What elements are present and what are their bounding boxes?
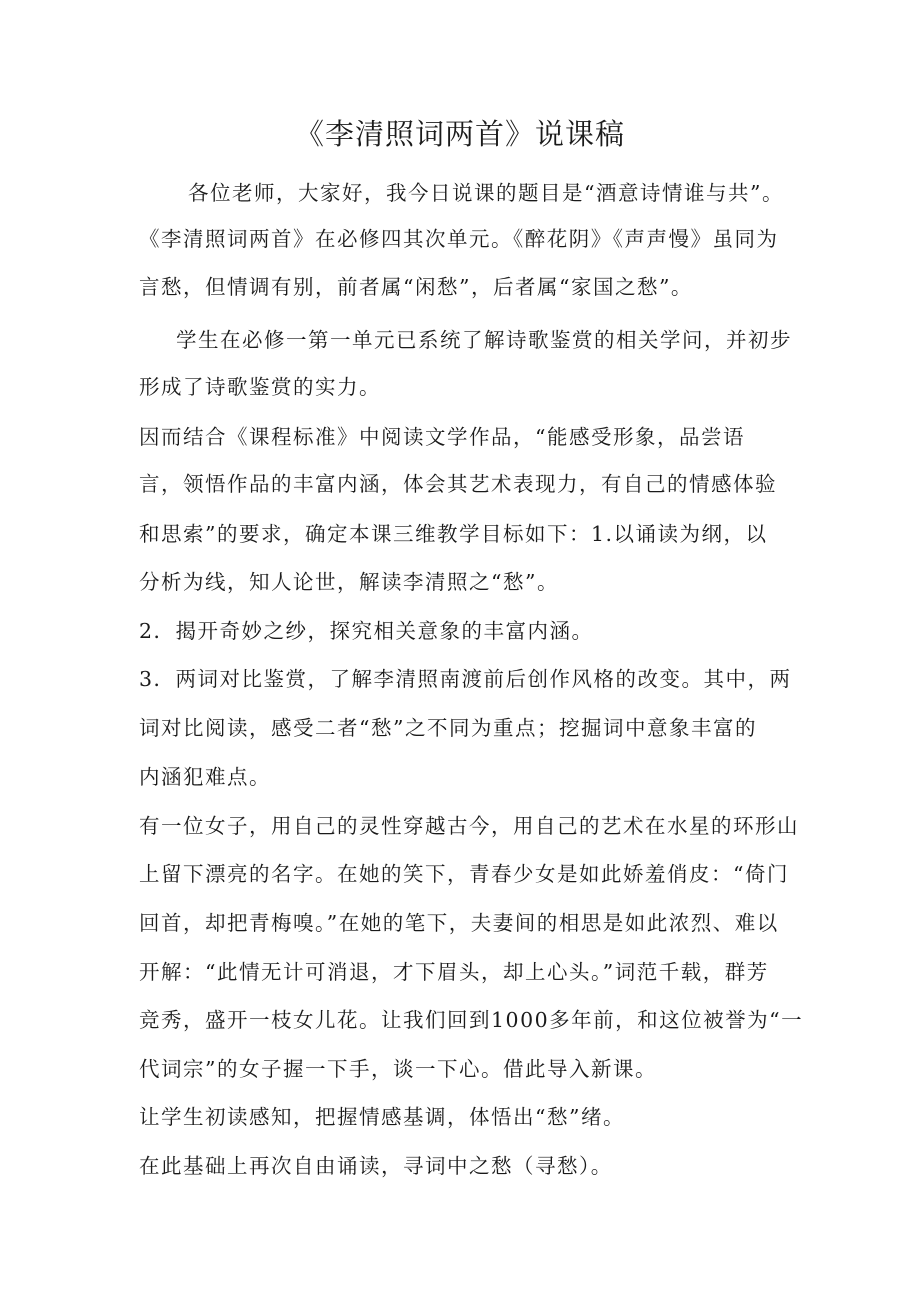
paragraph-line: 让学生初读感知，把握情感基调，体悟出“愁”绪。 xyxy=(139,1105,625,1129)
paragraph-line: 各位老师，大家好，我今日说课的题目是“酒意诗情谁与共”。 xyxy=(188,181,784,205)
paragraph-line: 3．两词对比鉴赏，了解李清照南渡前后创作风格的改变。其中，两 xyxy=(139,667,792,691)
document-title: 《李清照词两首》说课稿 xyxy=(294,117,625,151)
paragraph-line: 回首，却把青梅嗅。”在她的笔下，夫妻间的相思是如此浓烈、难以 xyxy=(139,911,779,935)
paragraph-line: 《李清照词两首》在必修四其次单元。《醉花阴》《声声慢》虽同为 xyxy=(139,227,779,251)
paragraph-line: 内涵犯难点。 xyxy=(139,765,271,789)
paragraph-line: 在此基础上再次自由诵读，寻词中之愁（寻愁）。 xyxy=(139,1154,613,1178)
paragraph-line: 因而结合《课程标准》中阅读文学作品，“能感受形象，品尝语 xyxy=(139,425,745,449)
paragraph-line: 言愁，但情调有别，前者属“闲愁”，后者属“家国之愁”。 xyxy=(139,275,693,299)
paragraph-line: 开解：“此情无计可消退，才下眉头，却上心头。”词范千载，群芳 xyxy=(139,960,769,984)
paragraph-line: 形成了诗歌鉴赏的实力。 xyxy=(139,375,381,399)
paragraph-line: 上留下漂亮的名字。在她的笑下，青春少女是如此娇羞俏皮：“倚门 xyxy=(139,862,789,886)
paragraph-line: 学生在必修一第一单元已系统了解诗歌鉴赏的相关学问，并初步 xyxy=(176,328,792,352)
paragraph-line: 词对比阅读，感受二者“愁”之不同为重点；挖掘词中意象丰富的 xyxy=(139,716,757,740)
paragraph-line: 竞秀，盛开一枝女儿花。让我们回到1000多年前，和这位被誉为“一 xyxy=(139,1008,804,1032)
paragraph-line: 有一位女子，用自己的灵性穿越古今，用自己的艺术在水星的环形山 xyxy=(139,814,799,838)
paragraph-line: 代词宗”的女子握一下手，谈一下心。借此导入新课。 xyxy=(139,1057,657,1081)
paragraph-line: 和思索”的要求，确定本课三维教学目标如下：1.以诵读为纲，以 xyxy=(139,522,768,546)
paragraph-line: 2．揭开奇妙之纱，探究相关意象的丰富内涵。 xyxy=(139,619,594,643)
paragraph-line: 言，领悟作品的丰富内涵，体会其艺术表现力，有自己的情感体验 xyxy=(139,472,777,496)
paragraph-line: 分析为线，知人论世，解读李清照之“愁”。 xyxy=(139,570,559,594)
